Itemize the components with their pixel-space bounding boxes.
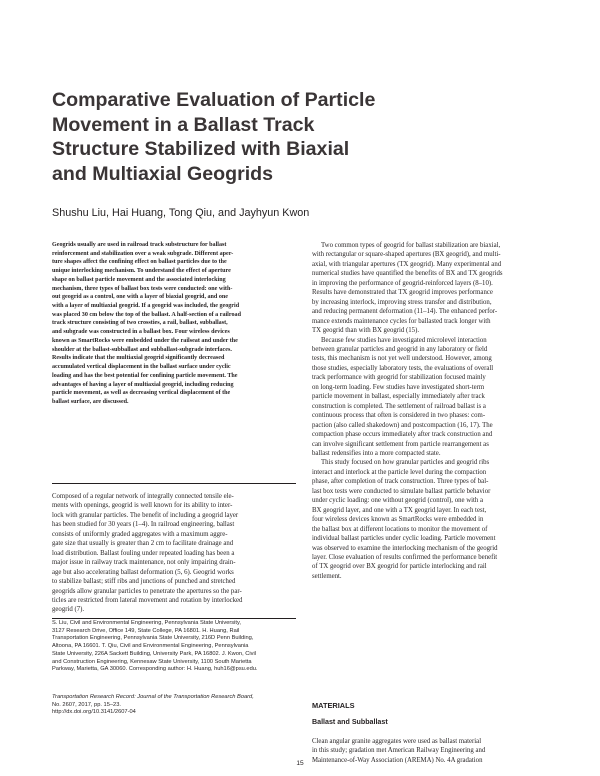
text-line: the ballast box at different locations to monitor the movement of bbox=[312, 525, 488, 533]
author-affiliations bbox=[52, 620, 296, 674]
text-line: ballast redensifies into a more compacted state. bbox=[312, 449, 441, 457]
abstract-line: was placed 30 cm below the top of the ballast. A half-section of a railroad bbox=[52, 311, 241, 318]
text-line: compaction phase occurs immediately after track construction and bbox=[312, 431, 493, 439]
text-line: lock with granular particles. The benefit of including a geogrid layer bbox=[52, 511, 239, 519]
text-line: interact and interlock at the particle level during the compaction bbox=[312, 468, 487, 476]
abstract-line: Results indicate that the multiaxial geogrid significantly decreased bbox=[52, 355, 225, 362]
text-line: construction is completed. The settlement of railroad ballast is a bbox=[312, 402, 486, 410]
abstract-line: loading and has the best potential for confining particle movement. The bbox=[52, 372, 238, 379]
abstract bbox=[52, 241, 296, 407]
footnote-divider bbox=[52, 618, 296, 619]
text-line: Composed of a regular network of integrally connected tensile ele- bbox=[52, 493, 234, 500]
text-line: Two common types of geogrid for ballast stabilization are biaxial, bbox=[321, 242, 501, 249]
text-line: geogrid (7). bbox=[52, 606, 85, 614]
text-line: BX geogrid layer, and one with a TX geogrid layer. In each test, bbox=[312, 506, 487, 514]
text-line: in improving the performance of geogrid-reinforced layers (8–10). bbox=[312, 279, 493, 287]
text-line: Because few studies have investigated microlevel interaction bbox=[321, 336, 487, 344]
page-number: 15 bbox=[296, 760, 304, 767]
text-line: particle movement in ballast, especially immediately after track bbox=[312, 393, 485, 401]
text-line: under cyclic loading: one without geogrid (control), one with a bbox=[312, 497, 484, 505]
affiliation-line: and Construction Engineering, Kennesaw State University, 1100 South Marietta bbox=[52, 658, 252, 665]
title-line: and Multiaxial Geogrids bbox=[52, 162, 274, 185]
introduction-text bbox=[52, 492, 296, 615]
abstract-line: shape on ballast particle movement and the associated interlocking bbox=[52, 276, 226, 283]
abstract-line: mechanism, three types of ballast box tests were conducted: one with- bbox=[52, 285, 233, 292]
text-line: track performance with geogrid for stabilization focused mainly bbox=[312, 374, 486, 382]
abstract-line: and subgrade was constructed in a ballast box. Four wireless devices bbox=[52, 329, 230, 336]
text-line: those studies, especially laboratory tests, the evaluations of overall bbox=[312, 364, 494, 372]
text-line: individual ballast particles under cyclic loading. Particle movement bbox=[312, 535, 496, 543]
text-line: between granular particles and geogrid in any laboratory or field bbox=[312, 345, 488, 353]
text-line: phase, after completion of track construction. Three types of bal- bbox=[312, 478, 489, 486]
abstract-line: ballast surface, are discussed. bbox=[52, 398, 129, 405]
text-line: axial, with triangular apertures (TX geogrid). Many experimental and bbox=[312, 260, 502, 268]
section-heading-materials: MATERIALS bbox=[312, 701, 355, 710]
text-line: settlement. bbox=[312, 572, 342, 580]
right-column-text bbox=[312, 241, 556, 581]
journal-name: Transportation Research Record: Journal of the Transportation Research Board, bbox=[52, 694, 254, 700]
text-line: mance extends maintenance cycles for ballasted track longer with bbox=[312, 317, 491, 325]
affiliation-line: State University, 226A Sackett Building, University Park, PA 16802. J. Kwon, Civil bbox=[52, 650, 256, 657]
abstract-line: advantages of having a layer of multiaxial geogrid, including reducing bbox=[52, 381, 234, 388]
abstract-divider bbox=[52, 483, 296, 484]
text-line: tests, this mechanism is not yet well understood. However, among bbox=[312, 355, 492, 363]
doi-link[interactable]: http://dx.doi.org/10.3141/2607-04 bbox=[52, 709, 136, 716]
text-line: Clean angular granite aggregates were used as ballast material bbox=[312, 738, 482, 745]
abstract-line: Geogrids usually are used in railroad track substructure for ballast bbox=[52, 242, 227, 248]
abstract-line: particle movement, as well as decreasing vertical displacement of the bbox=[52, 390, 231, 397]
text-line: in this study; gradation met American Railway Engineering and bbox=[312, 747, 486, 755]
author-list: Shushu Liu, Hai Huang, Tong Qiu, and Jayhyun Kwon bbox=[52, 207, 310, 219]
text-line: paction (also called shakedown) and postcompaction (16, 17). The bbox=[312, 421, 493, 429]
text-line: continuous process that often is considered in two phases: com- bbox=[312, 412, 486, 420]
journal-citation bbox=[52, 694, 296, 717]
text-line: by increasing interlock, improving stress transfer and distribution, bbox=[312, 298, 492, 306]
text-line: Results have demonstrated that TX geogrid improves performance bbox=[312, 289, 493, 297]
abstract-line: accumulated vertical displacement in the ballast surface under cyclic bbox=[52, 364, 231, 371]
text-line: on long-term loading. Few studies have investigated short-term bbox=[312, 383, 485, 391]
affiliation-line: Parkway, Marietta, GA 30060. Corresponding author: H. Huang, huh16@psu.edu. bbox=[52, 666, 258, 673]
text-line: consists of uniformly graded aggregates with a maximum aggre- bbox=[52, 530, 228, 538]
affiliation-line: S. Liu, Civil and Environmental Engineering, Pennsylvania State University, bbox=[52, 620, 241, 626]
abstract-line: ture shapes affect the confining effect on ballast particles due to the bbox=[52, 259, 227, 266]
text-line: gate size that usually is greater than 2 cm to facilitate drainage and bbox=[52, 540, 234, 548]
text-line: can involve significant settlement from particle rearrangement as bbox=[312, 440, 489, 448]
paper-title bbox=[52, 88, 482, 186]
text-line: four wireless devices known as SmartRocks were embedded in bbox=[312, 516, 484, 524]
affiliation-line: Transportation Engineering, Pennsylvania State University, 216D Penn Building, bbox=[52, 635, 254, 642]
text-line: major issue in railway track maintenance, not only impairing drain- bbox=[52, 559, 236, 567]
affiliation-line: 3127 Research Drive, Office 149, State College, PA 16801. H. Huang, Rail bbox=[52, 627, 240, 634]
text-line: load distribution. Ballast fouling under repeated loading has been a bbox=[52, 549, 235, 557]
abstract-line: reinforcement and stabilization over a weak subgrade. Different aper- bbox=[52, 250, 234, 257]
text-line: numerical studies have quantified the benefits of BX and TX geogrids bbox=[312, 270, 503, 278]
journal-issue: No. 2607, 2017, pp. 15–23. bbox=[52, 701, 121, 708]
text-line: of TX geogrid over BX geogrid for particle interlocking and rail bbox=[312, 563, 487, 571]
text-line: with rectangular or square-shaped apertures (BX geogrid), and multi- bbox=[312, 251, 501, 259]
text-line: last box tests were conducted to simulate ballast particle behavior bbox=[312, 487, 491, 495]
abstract-line: shoulder at the ballast-subballast and subballast-subgrade interfaces. bbox=[52, 346, 232, 353]
text-line: has been studied for 30 years (1–4). In railroad engineering, ballast bbox=[52, 521, 235, 529]
text-line: Maintenance-of-Way Association (AREMA) No. 4A gradation bbox=[312, 756, 483, 764]
text-line: ticles are restricted from lateral movement and rotation by interlocked bbox=[52, 596, 243, 604]
subsection-heading: Ballast and Subballast bbox=[312, 718, 388, 726]
text-line: ments with openings, geogrid is well known for its ability to inter- bbox=[52, 502, 233, 510]
text-line: was observed to examine the interlocking mechanism of the geogrid bbox=[312, 544, 498, 552]
title-line: Comparative Evaluation of Particle bbox=[52, 89, 376, 111]
text-line: TX geogrid than with BX geogrid (15). bbox=[312, 327, 420, 335]
text-line: and reducing permanent deformation (11–14). The enhanced perfor- bbox=[312, 308, 498, 316]
title-line: Structure Stabilized with Biaxial bbox=[52, 138, 350, 160]
text-line: geogrids allow granular particles to penetrate the apertures so the par- bbox=[52, 587, 242, 595]
abstract-line: with a layer of multiaxial geogrid. If a geogrid was included, the geogrid bbox=[52, 303, 240, 310]
abstract-line: out geogrid as a control, one with a layer of biaxial geogrid, and one bbox=[52, 294, 228, 301]
affiliation-line: Altoona, PA 16601. T. Qiu, Civil and Environmental Engineering, Pennsylvania bbox=[52, 643, 249, 650]
text-line: This study focused on how granular particles and geogrid ribs bbox=[321, 459, 490, 467]
title-line: Movement in a Ballast Track bbox=[52, 113, 315, 136]
abstract-line: unique interlocking mechanism. To understand the effect of aperture bbox=[52, 268, 231, 275]
text-line: layer. Close evaluation of results confirmed the performance benefit bbox=[312, 553, 498, 561]
text-line: age but also accelerating ballast deformation (5, 6). Geogrid works bbox=[52, 568, 234, 576]
abstract-line: known as SmartRocks were embedded under the railseat and under the bbox=[52, 337, 238, 344]
abstract-line: track structure consisting of two crossties, a rail, ballast, subballast, bbox=[52, 320, 228, 327]
text-line: to stabilize ballast; stiff ribs and junctions of punched and stretched bbox=[52, 578, 236, 586]
